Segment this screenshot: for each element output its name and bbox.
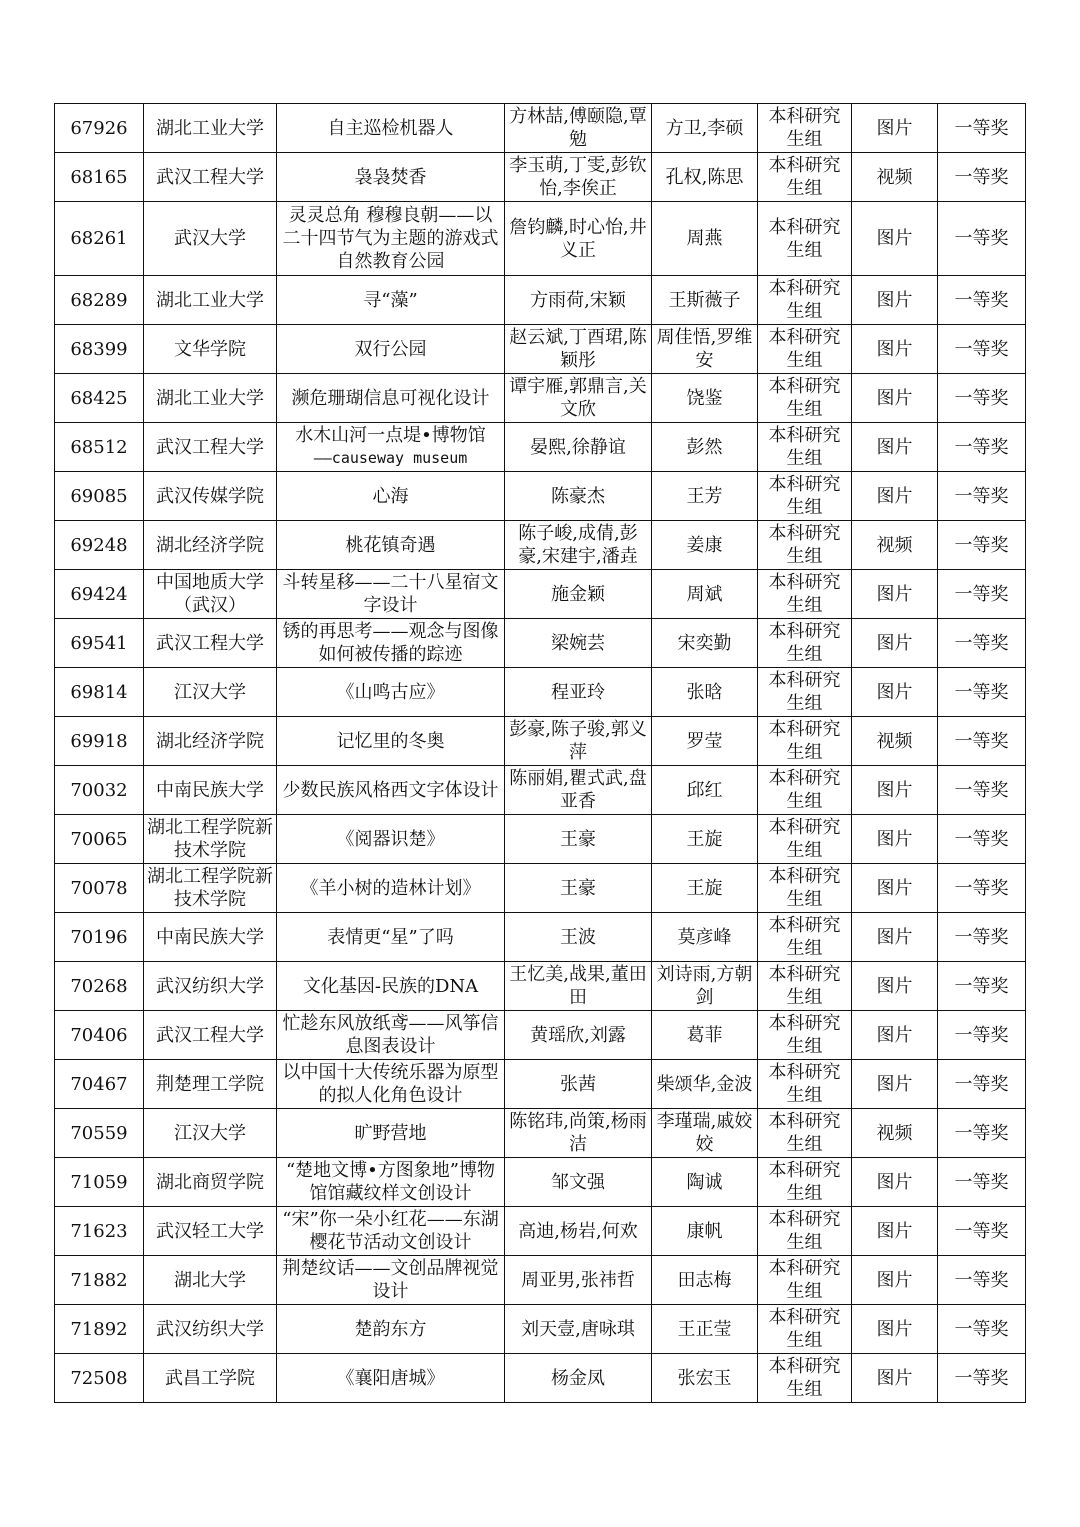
group-cell: 本科研究生组 [758,619,852,668]
entry-id-cell: 68289 [55,276,144,325]
table-row [55,374,1026,423]
entry-id-cell: 70196 [55,913,144,962]
authors-cell: 詹钧麟,时心怡,井义正 [505,202,652,276]
group-cell: 本科研究生组 [758,153,852,202]
school-cell: 湖北工业大学 [144,276,277,325]
entry-id-cell: 70065 [55,815,144,864]
group-cell: 本科研究生组 [758,1109,852,1158]
prize-cell: 一等奖 [938,1011,1026,1060]
table-row [55,962,1026,1011]
table-row [55,276,1026,325]
work-title-cell: 楚韵东方 [277,1305,505,1354]
school-cell: 中南民族大学 [144,913,277,962]
school-cell: 湖北大学 [144,1256,277,1305]
entry-id-cell: 70559 [55,1109,144,1158]
advisors-cell: 陶诚 [652,1158,758,1207]
work-title-cell: 双行公园 [277,325,505,374]
group-cell: 本科研究生组 [758,717,852,766]
entry-id-cell: 69248 [55,521,144,570]
work-title-cell: 心海 [277,472,505,521]
advisors-cell: 莫彦峰 [652,913,758,962]
entry-id-cell: 69918 [55,717,144,766]
category-cell: 图片 [852,1158,938,1207]
prize-cell: 一等奖 [938,1354,1026,1403]
school-cell: 江汉大学 [144,1109,277,1158]
table-row [55,521,1026,570]
school-cell: 湖北经济学院 [144,717,277,766]
table-row [55,202,1026,276]
prize-cell: 一等奖 [938,864,1026,913]
category-cell: 图片 [852,1207,938,1256]
prize-cell: 一等奖 [938,153,1026,202]
advisors-cell: 张晗 [652,668,758,717]
entry-id-cell: 69814 [55,668,144,717]
authors-cell: 王豪 [505,815,652,864]
advisors-cell: 张宏玉 [652,1354,758,1403]
entry-id-cell: 68165 [55,153,144,202]
advisors-cell: 王斯薇子 [652,276,758,325]
table-row [55,1158,1026,1207]
award-table [54,103,1026,1403]
table-row [55,423,1026,472]
award-sheet [54,103,1026,1403]
category-cell: 图片 [852,374,938,423]
prize-cell: 一等奖 [938,423,1026,472]
school-cell: 中南民族大学 [144,766,277,815]
group-cell: 本科研究生组 [758,1305,852,1354]
table-row [55,913,1026,962]
entry-id-cell: 70078 [55,864,144,913]
category-cell: 图片 [852,570,938,619]
group-cell: 本科研究生组 [758,1060,852,1109]
school-cell: 湖北工业大学 [144,104,277,153]
table-row [55,717,1026,766]
prize-cell: 一等奖 [938,276,1026,325]
category-cell: 图片 [852,1011,938,1060]
prize-cell: 一等奖 [938,1305,1026,1354]
table-row [55,104,1026,153]
school-cell: 中国地质大学（武汉） [144,570,277,619]
school-cell: 江汉大学 [144,668,277,717]
work-title-cell: 濒危珊瑚信息可视化设计 [277,374,505,423]
work-title-cell: 文化基因-民族的DNA [277,962,505,1011]
authors-cell: 程亚玲 [505,668,652,717]
school-cell: 武汉工程大学 [144,1011,277,1060]
award-table-body [55,104,1026,1403]
category-cell: 视频 [852,153,938,202]
school-cell: 湖北工业大学 [144,374,277,423]
category-cell: 图片 [852,766,938,815]
work-title-cell: 以中国十大传统乐器为原型的拟人化角色设计 [277,1060,505,1109]
category-cell: 图片 [852,104,938,153]
advisors-cell: 田志梅 [652,1256,758,1305]
category-cell: 图片 [852,1256,938,1305]
school-cell: 荆楚理工学院 [144,1060,277,1109]
entry-id-cell: 70467 [55,1060,144,1109]
table-row [55,766,1026,815]
prize-cell: 一等奖 [938,619,1026,668]
prize-cell: 一等奖 [938,815,1026,864]
work-title-cell: “楚地文博•方图象地”博物馆馆藏纹样文创设计 [277,1158,505,1207]
school-cell: 湖北工程学院新技术学院 [144,815,277,864]
table-row [55,1011,1026,1060]
advisors-cell: 周佳悟,罗维安 [652,325,758,374]
authors-cell: 黄瑶欣,刘露 [505,1011,652,1060]
school-cell: 文华学院 [144,325,277,374]
advisors-cell: 康帆 [652,1207,758,1256]
school-cell: 湖北经济学院 [144,521,277,570]
work-title-cell [277,423,505,472]
authors-cell: 周亚男,张祎哲 [505,1256,652,1305]
work-title-cell: 《山鸣古应》 [277,668,505,717]
entry-id-cell: 70032 [55,766,144,815]
school-cell: 湖北商贸学院 [144,1158,277,1207]
category-cell: 图片 [852,619,938,668]
prize-cell: 一等奖 [938,374,1026,423]
school-cell: 武汉纺织大学 [144,1305,277,1354]
school-cell: 武汉工程大学 [144,153,277,202]
work-title-line: 水木山河一点堤•博物馆 [295,425,486,446]
table-row [55,570,1026,619]
authors-cell: 王忆美,战果,董田田 [505,962,652,1011]
prize-cell: 一等奖 [938,570,1026,619]
category-cell: 图片 [852,815,938,864]
category-cell: 图片 [852,325,938,374]
advisors-cell: 王正莹 [652,1305,758,1354]
authors-cell: 李玉萌,丁雯,彭钦怡,李俟正 [505,153,652,202]
authors-cell: 陈丽娟,瞿式武,盘亚香 [505,766,652,815]
category-cell: 图片 [852,202,938,276]
prize-cell: 一等奖 [938,1158,1026,1207]
school-cell: 武汉纺织大学 [144,962,277,1011]
advisors-cell: 姜康 [652,521,758,570]
prize-cell: 一等奖 [938,1207,1026,1256]
group-cell: 本科研究生组 [758,202,852,276]
table-row [55,1207,1026,1256]
prize-cell: 一等奖 [938,668,1026,717]
group-cell: 本科研究生组 [758,472,852,521]
work-title-cell: 《阅器识楚》 [277,815,505,864]
advisors-cell: 刘诗雨,方朝剑 [652,962,758,1011]
authors-cell: 杨金凤 [505,1354,652,1403]
advisors-cell: 方卫,李硕 [652,104,758,153]
entry-id-cell: 69424 [55,570,144,619]
work-title-cell: 自主巡检机器人 [277,104,505,153]
work-title-cell: 旷野营地 [277,1109,505,1158]
authors-cell: 方林喆,傅颐隐,覃勉 [505,104,652,153]
authors-cell: 王波 [505,913,652,962]
prize-cell: 一等奖 [938,325,1026,374]
prize-cell: 一等奖 [938,1109,1026,1158]
category-cell: 视频 [852,717,938,766]
work-title-cell: 《襄阳唐城》 [277,1354,505,1403]
entry-id-cell: 71882 [55,1256,144,1305]
entry-id-cell: 68261 [55,202,144,276]
group-cell: 本科研究生组 [758,276,852,325]
work-title-cell: 忙趁东风放纸鸢——风筝信息图表设计 [277,1011,505,1060]
category-cell: 图片 [852,913,938,962]
prize-cell: 一等奖 [938,202,1026,276]
entry-id-cell: 72508 [55,1354,144,1403]
advisors-cell: 孔权,陈思 [652,153,758,202]
prize-cell: 一等奖 [938,472,1026,521]
work-title-cell: 荆楚纹话——文创品牌视觉设计 [277,1256,505,1305]
group-cell: 本科研究生组 [758,423,852,472]
entry-id-cell: 69541 [55,619,144,668]
category-cell: 视频 [852,1109,938,1158]
school-cell: 武汉工程大学 [144,619,277,668]
work-title-cell: “宋”你一朵小红花——东湖樱花节活动文创设计 [277,1207,505,1256]
work-title-cell: 灵灵总角 穆穆良朝——以二十四节气为主题的游戏式自然教育公园 [277,202,505,276]
authors-cell: 张茜 [505,1060,652,1109]
group-cell: 本科研究生组 [758,864,852,913]
table-row [55,668,1026,717]
advisors-cell: 李瑾瑞,戚姣姣 [652,1109,758,1158]
prize-cell: 一等奖 [938,1060,1026,1109]
school-cell: 湖北工程学院新技术学院 [144,864,277,913]
entry-id-cell: 71892 [55,1305,144,1354]
group-cell: 本科研究生组 [758,815,852,864]
advisors-cell: 邱红 [652,766,758,815]
prize-cell: 一等奖 [938,962,1026,1011]
authors-cell: 王豪 [505,864,652,913]
group-cell: 本科研究生组 [758,962,852,1011]
advisors-cell: 王旋 [652,864,758,913]
category-cell: 图片 [852,472,938,521]
category-cell: 图片 [852,276,938,325]
authors-cell: 赵云斌,丁酉珺,陈颖彤 [505,325,652,374]
group-cell: 本科研究生组 [758,766,852,815]
advisors-cell: 葛菲 [652,1011,758,1060]
table-row [55,1256,1026,1305]
group-cell: 本科研究生组 [758,1158,852,1207]
work-title-cell: 桃花镇奇遇 [277,521,505,570]
group-cell: 本科研究生组 [758,521,852,570]
table-row [55,864,1026,913]
category-cell: 图片 [852,668,938,717]
work-title-cell: 少数民族风格西文字体设计 [277,766,505,815]
advisors-cell: 王旋 [652,815,758,864]
entry-id-cell: 70268 [55,962,144,1011]
group-cell: 本科研究生组 [758,374,852,423]
work-title-english: ——causeway museum [313,449,468,467]
entry-id-cell: 71623 [55,1207,144,1256]
group-cell: 本科研究生组 [758,1011,852,1060]
prize-cell: 一等奖 [938,766,1026,815]
advisors-cell: 周斌 [652,570,758,619]
work-title-cell: 袅袅焚香 [277,153,505,202]
entry-id-cell: 70406 [55,1011,144,1060]
authors-cell: 谭宇雁,郭鼎言,关文欣 [505,374,652,423]
authors-cell: 陈铭玮,尚策,杨雨洁 [505,1109,652,1158]
entry-id-cell: 68399 [55,325,144,374]
work-title-cell: 《羊小树的造林计划》 [277,864,505,913]
category-cell: 视频 [852,521,938,570]
school-cell: 武汉工程大学 [144,423,277,472]
prize-cell: 一等奖 [938,104,1026,153]
table-row [55,1060,1026,1109]
school-cell: 武汉大学 [144,202,277,276]
school-cell: 武汉传媒学院 [144,472,277,521]
entry-id-cell: 69085 [55,472,144,521]
category-cell: 图片 [852,864,938,913]
authors-cell: 晏熙,徐静谊 [505,423,652,472]
entry-id-cell: 71059 [55,1158,144,1207]
table-row [55,1109,1026,1158]
authors-cell: 彭豪,陈子骏,郭义萍 [505,717,652,766]
table-row [55,153,1026,202]
group-cell: 本科研究生组 [758,1256,852,1305]
group-cell: 本科研究生组 [758,325,852,374]
advisors-cell: 宋奕勤 [652,619,758,668]
category-cell: 图片 [852,962,938,1011]
advisors-cell: 罗莹 [652,717,758,766]
category-cell: 图片 [852,1305,938,1354]
work-title-cell: 记忆里的冬奥 [277,717,505,766]
group-cell: 本科研究生组 [758,570,852,619]
group-cell: 本科研究生组 [758,668,852,717]
table-row [55,472,1026,521]
work-title-cell: 锈的再思考——观念与图像如何被传播的踪迹 [277,619,505,668]
prize-cell: 一等奖 [938,1256,1026,1305]
prize-cell: 一等奖 [938,913,1026,962]
category-cell: 图片 [852,1354,938,1403]
category-cell: 图片 [852,423,938,472]
authors-cell: 梁婉芸 [505,619,652,668]
advisors-cell: 柴颂华,金波 [652,1060,758,1109]
table-row [55,325,1026,374]
advisors-cell: 饶鉴 [652,374,758,423]
authors-cell: 方雨荷,宋颖 [505,276,652,325]
school-cell: 武昌工学院 [144,1354,277,1403]
table-row [55,815,1026,864]
authors-cell: 施金颖 [505,570,652,619]
entry-id-cell: 68512 [55,423,144,472]
authors-cell: 刘天壹,唐咏琪 [505,1305,652,1354]
work-title-cell: 表情更“星”了吗 [277,913,505,962]
entry-id-cell: 68425 [55,374,144,423]
table-row [55,1354,1026,1403]
work-title-cell: 寻“藻” [277,276,505,325]
prize-cell: 一等奖 [938,521,1026,570]
group-cell: 本科研究生组 [758,1354,852,1403]
category-cell: 图片 [852,1060,938,1109]
advisors-cell: 王芳 [652,472,758,521]
prize-cell: 一等奖 [938,717,1026,766]
work-title-cell: 斗转星移——二十八星宿文字设计 [277,570,505,619]
advisors-cell: 彭然 [652,423,758,472]
group-cell: 本科研究生组 [758,104,852,153]
group-cell: 本科研究生组 [758,1207,852,1256]
advisors-cell: 周燕 [652,202,758,276]
authors-cell: 高迪,杨岩,何欢 [505,1207,652,1256]
entry-id-cell: 67926 [55,104,144,153]
authors-cell: 陈豪杰 [505,472,652,521]
group-cell: 本科研究生组 [758,913,852,962]
table-row [55,619,1026,668]
authors-cell: 邹文强 [505,1158,652,1207]
authors-cell: 陈子峻,成倩,彭豪,宋建宇,潘垚 [505,521,652,570]
school-cell: 武汉轻工大学 [144,1207,277,1256]
table-row [55,1305,1026,1354]
